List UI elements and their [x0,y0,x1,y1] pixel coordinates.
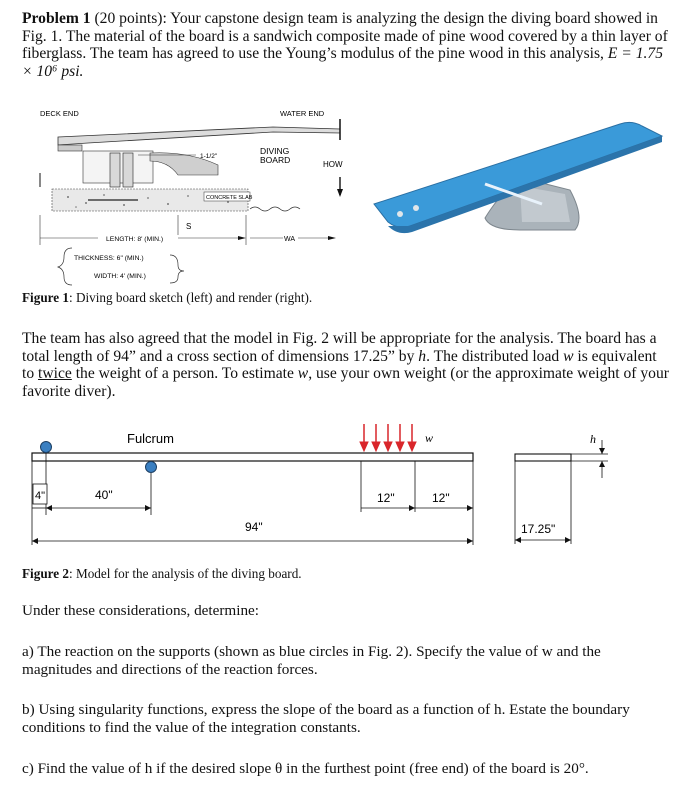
diving-board-label-2: BOARD [260,155,291,165]
para2-twice: twice [38,365,72,382]
problem-title: Problem 1 [22,10,91,27]
dim-40: 40" [95,488,113,502]
fulcrum-support [146,462,157,473]
diving-board-render [370,118,670,248]
deck-end-label: DECK END [40,109,79,118]
question-b: b) Using singularity functions, express the slope of the board as a function of h. Estate the boundary conditions to find the value of the integration constants. [22,701,630,736]
para2-text-2: . The distributed load [426,347,564,365]
diving-board-label-1: DIVING [260,146,290,156]
para2-text-4: the weight of a person. To estimate [71,365,298,382]
s-label: S [186,222,192,231]
problem-points: (20 points) [94,10,163,27]
width-label: WIDTH: 4' (MIN.) [94,273,146,280]
question-a: a) The reaction on the supports (shown as blue circles in Fig. 2). Specify the value of w and the magnitudes and directions of the reaction forces. [22,643,601,678]
para2-w2: w [297,365,309,382]
figure1-caption-text: : Diving board sketch (left) and render (right). [69,290,313,305]
para2-w: w [563,347,574,365]
how-label: HOW [323,160,343,169]
dim-94: 94" [245,520,263,534]
left-support [41,442,52,453]
considerations-text: Under these considerations, determine: [22,602,260,619]
figure1-label: Figure 1 [22,290,70,305]
fulcrum-label: Fulcrum [127,431,174,446]
para2-text-3: is equivalent to [22,347,657,382]
length-label: LENGTH: 8' (MIN.) [106,236,164,243]
para2-h: h [418,347,427,365]
problem-statement [22,10,672,80]
figure2-caption-text: : Model for the analysis of the diving board. [69,566,302,581]
dim-4: 4" [35,490,46,502]
modulus-value: E = 1.75 × 10⁶ psi. [22,45,663,80]
para2-text-5: , use your own weight (or the approximate weight of your favorite diver). [22,365,669,400]
load-w-label: w [425,431,434,445]
dim-12a: 12" [377,491,395,505]
figure2-label: Figure 2 [22,566,70,581]
water-end-label: WATER END [280,109,325,118]
board-thickness-dim: 1-1/2" [200,153,218,160]
thickness-label: THICKNESS: 6" (MIN.) [74,255,144,262]
cross-section [515,454,571,461]
wa-label: WA [284,236,296,243]
dim-h: h [590,432,596,446]
question-c: c) Find the value of h if the desired slope θ in the furthest point (free end) of the board is 20°. [22,760,589,777]
beam-model [0,420,683,560]
concrete-slab-label: CONCRETE SLAB [206,195,253,201]
distributed-load [360,424,416,451]
dim-12b: 12" [432,491,450,505]
beam [32,453,473,461]
dim-1725: 17.25" [521,522,556,536]
model-description [22,330,672,400]
diving-board-sketch [28,105,358,287]
figure2-caption [22,566,302,582]
para2-text-1: The team has also agreed that the model in Fig. 2 will be appropriate for the analysis. The board has a total length of 94” and a cross section of dimensions 17.25” by [22,330,657,365]
figure1-caption [22,290,312,306]
problem-intro: : Your capstone design team is analyzing the design the diving board showed in Fig. 1. The material of the board is a sandwich composite made of pine wood covered by a thin layer of fiberglass. The team has agreed to use the Young’s modulus of the pine wood in this analysis, [22,10,668,62]
